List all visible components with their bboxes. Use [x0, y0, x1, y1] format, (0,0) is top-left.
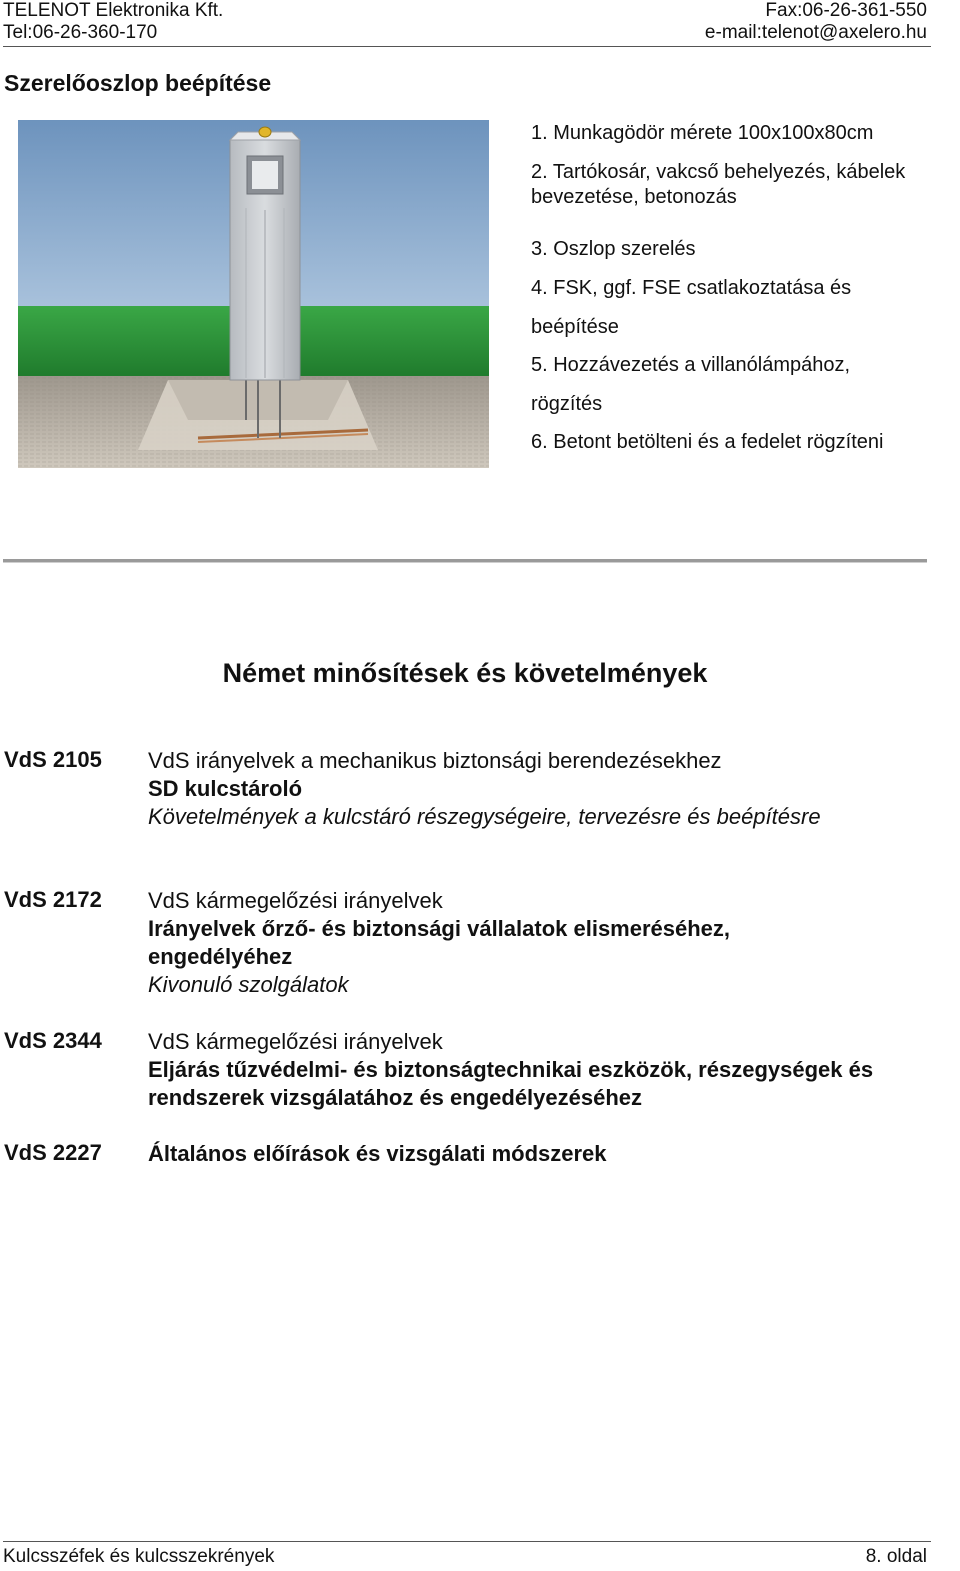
requirement-bold: Általános előírások és vizsgálati módszerek: [148, 1141, 607, 1166]
requirement-line: VdS kármegelőzési irányelvek: [148, 888, 443, 913]
requirement-code: VdS 2344: [4, 1028, 102, 1053]
step-6: 6. Betont betölteni és a fedelet rögzíteni: [531, 431, 884, 453]
requirements-title: Német minősítések és követelmények: [222, 658, 708, 688]
requirement-description: [148, 747, 938, 831]
requirement-code: VdS 2227: [4, 1140, 102, 1165]
email-address: e-mail:telenot@axelero.hu: [704, 22, 927, 43]
requirement-italic: Kivonuló szolgálatok: [148, 972, 349, 997]
section-title: Szerelőoszlop beépítése: [4, 70, 272, 96]
installation-illustration: [18, 120, 489, 468]
tel-number: Tel:06-26-360-170: [3, 22, 158, 43]
requirement-line: VdS irányelvek a mechanikus biztonsági berendezésekhez: [148, 748, 722, 773]
step-4: 4. FSK, ggf. FSE csatlakoztatása és: [531, 277, 852, 299]
requirement-bold: Eljárás tűzvédelmi- és biztonságtechnikai eszközök, részegységek és rendszerek vizsgálatához és engedélyezéséhez: [148, 1057, 874, 1110]
fax-number: Fax:06-26-361-550: [765, 0, 927, 21]
requirement-line: VdS kármegelőzési irányelvek: [148, 1029, 443, 1054]
requirement-code: VdS 2105: [4, 747, 102, 772]
step-5-cont: rögzítés: [531, 393, 603, 415]
requirement-italic: Követelmények a kulcstáró részegységeire, tervezésre és beépítésre: [148, 804, 821, 829]
step-3: 3. Oszlop szerelés: [531, 238, 696, 260]
header-rule: [3, 46, 931, 47]
page-number: 8. oldal: [865, 1546, 927, 1567]
requirement-bold: Irányelvek őrző- és biztonsági vállalatok elismeréséhez, engedélyéhez: [148, 916, 731, 969]
requirement-description: [148, 1028, 938, 1112]
requirement-bold: SD kulcstároló: [148, 776, 303, 801]
step-4-cont: beépítése: [531, 316, 619, 338]
section-divider: [3, 559, 927, 563]
footer-rule: [3, 1541, 931, 1542]
requirement-description: [148, 887, 808, 999]
company-name: TELENOT Elektronika Kft.: [3, 0, 224, 21]
footer-title: Kulcsszéfek és kulcsszekrények: [3, 1546, 275, 1567]
requirement-description: [148, 1140, 938, 1168]
step-1: 1. Munkagödör mérete 100x100x80cm: [531, 122, 874, 144]
step-2-cont: bevezetése, betonozás: [531, 186, 737, 208]
step-5: 5. Hozzávezetés a villanólámpához,: [531, 354, 851, 376]
step-2: 2. Tartókosár, vakcső behelyezés, kábelek: [531, 161, 906, 183]
requirement-code: VdS 2172: [4, 887, 102, 912]
